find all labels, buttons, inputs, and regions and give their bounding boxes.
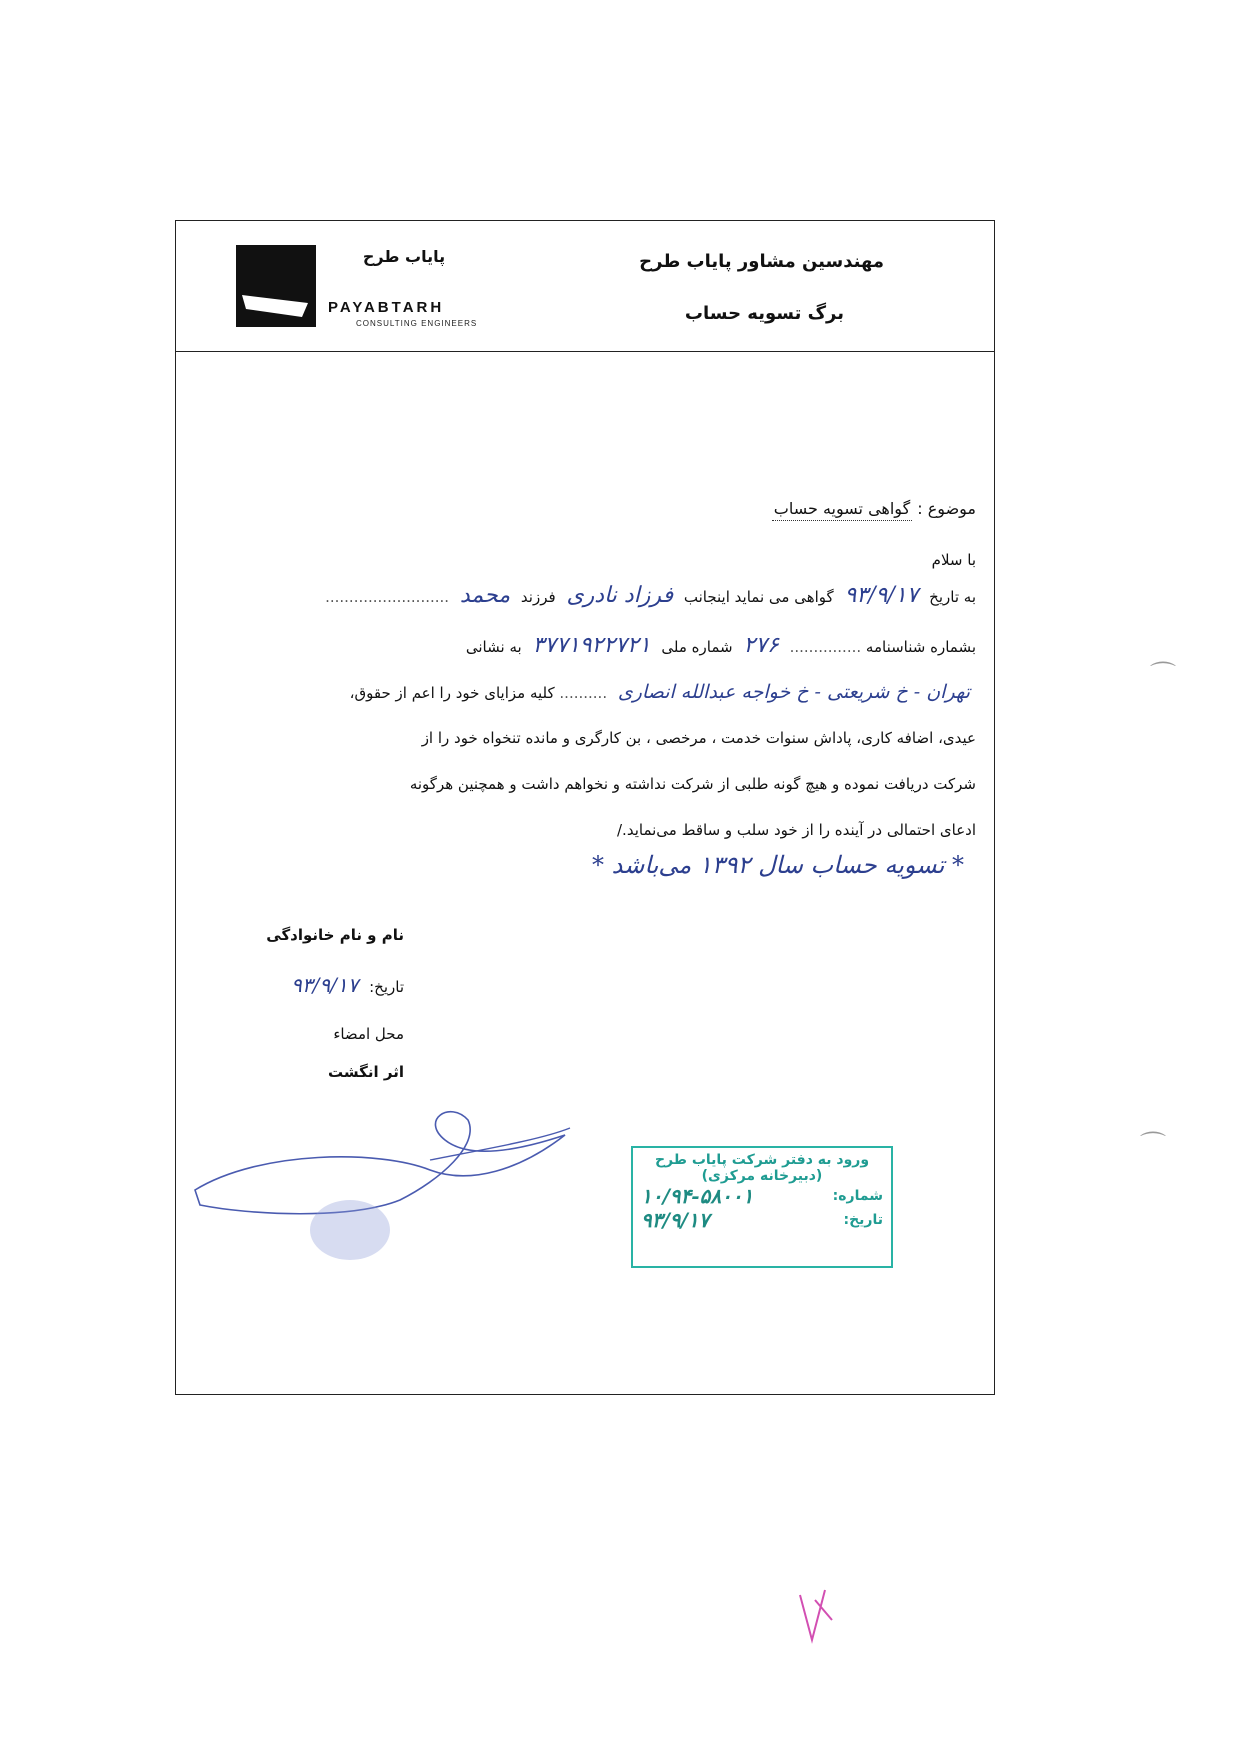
handwritten-sign-date: ۹۳/۹/۱۷ bbox=[291, 973, 359, 997]
stamp-title: ورود به دفتر شرکت پایاب طرح bbox=[654, 1152, 870, 1168]
fingerprint-label: اثر انگشت bbox=[328, 1063, 404, 1081]
logo-name-fa: پایاب طرح bbox=[362, 247, 446, 266]
body-line-5: شرکت دریافت نموده و هیچ گونه طلبی از شرکت نداشته و نخواهم داشت و همچنین هرگونه bbox=[409, 775, 976, 793]
stamp-date-row bbox=[641, 1208, 883, 1232]
text-fragment: بشماره شناسنامه bbox=[865, 638, 976, 656]
body-line-1 bbox=[186, 583, 976, 609]
stamp-subtitle: (دبیرخانه مرکزی) bbox=[701, 1168, 823, 1184]
handwritten-birth-cert: ۲۷۶ bbox=[743, 633, 779, 658]
handwritten-address: تهران - خ شریعتی - خ خواجه عبدالله انصاری bbox=[617, 681, 970, 703]
subject-label: موضوع : bbox=[917, 499, 976, 518]
margin-mark-icon: ⌒ bbox=[1150, 661, 1177, 691]
form-title: برگ تسویه حساب bbox=[684, 303, 844, 324]
body-line-3 bbox=[186, 681, 976, 704]
stamp-date-label: تاریخ: bbox=[843, 1212, 883, 1228]
margin-mark-icon: ⌒ bbox=[1140, 1131, 1167, 1161]
handwritten-name: فرزاد نادری bbox=[566, 583, 674, 608]
stamp-number-row bbox=[641, 1184, 883, 1208]
company-name: مهندسین مشاور پایاب طرح bbox=[639, 251, 884, 272]
name-label: نام و نام خانوادگی bbox=[266, 926, 404, 944]
text-fragment: به تاریخ bbox=[929, 588, 976, 606]
date-line bbox=[285, 973, 404, 997]
logo-mark-icon bbox=[236, 245, 316, 327]
stamp-number-value: ۱۰/۹۴-۵۸۰۰۱ bbox=[641, 1184, 754, 1208]
subject-value: گواهی تسویه حساب bbox=[772, 499, 912, 521]
logo-name-en: PAYABTARH bbox=[328, 299, 445, 316]
stamp-date-value: ۹۳/۹/۱۷ bbox=[641, 1208, 710, 1232]
handwritten-date: ۹۳/۹/۱۷ bbox=[844, 583, 919, 608]
greeting: با سلام bbox=[931, 551, 976, 569]
text-fragment: به نشانی bbox=[465, 638, 522, 656]
text-fragment: فرزند bbox=[520, 588, 556, 606]
handwritten-father-name: محمد bbox=[459, 583, 511, 608]
body-line-6: ادعای احتمالی در آینده را از خود سلب و ساقط می‌نماید./ bbox=[617, 821, 976, 839]
logo-subtitle: CONSULTING ENGINEERS bbox=[356, 319, 478, 328]
receipt-stamp bbox=[631, 1146, 893, 1268]
dotted-fill: .......................... bbox=[325, 588, 450, 606]
signature-label: محل امضاء bbox=[333, 1025, 404, 1043]
text-fragment: گواهی می نماید اینجانب bbox=[683, 588, 834, 606]
letterhead bbox=[176, 221, 994, 352]
company-logo bbox=[236, 243, 481, 335]
body-line-4: عیدی، اضافه کاری، پاداش سنوات خدمت ، مرخصی ، بن کارگری و مانده تنخواه خود را از bbox=[421, 729, 976, 747]
date-label: تاریخ: bbox=[369, 978, 404, 996]
dotted-fill: ............... bbox=[789, 638, 862, 656]
handwritten-note: * تسویه حساب سال ۱۳۹۲ می‌باشد * bbox=[592, 851, 964, 879]
handwritten-national-id: ۳۷۷۱۹۲۲۷۲۱ bbox=[532, 633, 651, 658]
stamp-number-label: شماره: bbox=[832, 1188, 883, 1204]
settlement-form bbox=[175, 220, 995, 1395]
text-fragment: کلیه مزایای خود را اعم از حقوق، bbox=[349, 684, 555, 702]
subject-line bbox=[772, 499, 976, 518]
body-line-2 bbox=[186, 633, 976, 659]
text-fragment: شماره ملی bbox=[661, 638, 733, 656]
dotted-fill: .......... bbox=[559, 684, 608, 702]
